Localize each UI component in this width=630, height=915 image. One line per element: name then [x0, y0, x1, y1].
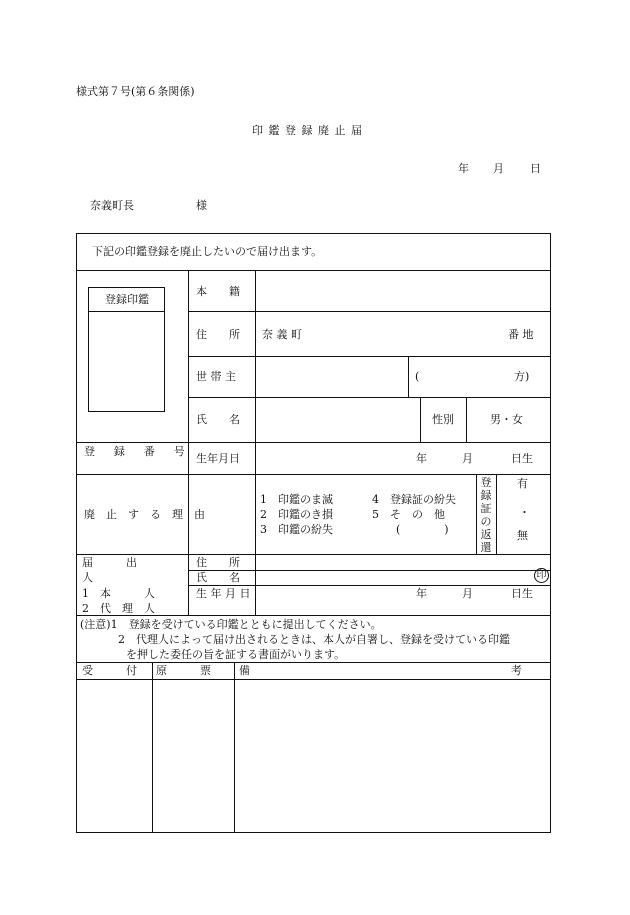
rule	[188, 311, 551, 312]
seal-box-divider	[88, 311, 165, 312]
notifier-option-self: 1 本 人	[82, 587, 155, 600]
address-town: 奈 義 町	[262, 328, 302, 341]
birth-year-label: 年	[416, 452, 427, 465]
document-title: 印 鑑 登 録 廃 止 届	[252, 124, 363, 137]
reason-item: 2 印鑑のき損	[260, 508, 333, 521]
rule	[234, 662, 235, 833]
householder-suffix: 方)	[514, 370, 530, 383]
rule	[188, 270, 189, 615]
notifier-label: 届 出	[82, 556, 137, 569]
note-line: 2 代理人によって届け出されるときは、本人が自署し、登録を受けている印鑑	[118, 633, 510, 646]
rule	[466, 397, 467, 442]
reason-item: 3 印鑑の紛失	[260, 523, 333, 536]
rule	[76, 679, 551, 680]
notifier-birth-label: 生 年 月 日	[196, 587, 251, 600]
rule	[76, 662, 551, 663]
return-yes: 有	[517, 477, 528, 490]
note-line: (注意)1 登録を受けている印鑑とともに提出してください。	[80, 618, 382, 631]
office-original-label: 原 票	[156, 664, 211, 677]
date-year-label: 年	[458, 162, 469, 175]
reg-number-label: 登 録 番 号	[84, 445, 193, 458]
rule	[76, 554, 551, 555]
rule	[255, 270, 256, 554]
reason-item: 5 そ の 他	[372, 508, 445, 521]
office-receipt-label: 受 付	[82, 664, 137, 677]
reason-item: ( )	[396, 523, 449, 536]
rule	[76, 442, 551, 443]
date-month-label: 月	[493, 162, 504, 175]
notifier-name-label: 氏 名	[196, 571, 240, 584]
date-day-label: 日	[530, 162, 541, 175]
gender-options: 男・女	[490, 413, 523, 426]
birth-day-suffix: 日生	[511, 452, 533, 465]
notifier-birth-year: 年	[416, 587, 427, 600]
intro-text: 下記の印鑑登録を廃止したいので届け出ます。	[92, 245, 323, 258]
office-remarks-end: 考	[511, 664, 522, 677]
rule	[188, 570, 551, 571]
birth-label: 生年月日	[196, 452, 240, 465]
householder-label: 世 帯 主	[196, 370, 236, 383]
honseki-label: 本 籍	[196, 285, 240, 298]
rule	[255, 554, 256, 615]
office-remarks-label: 備	[239, 664, 250, 677]
return-dot: ・	[519, 506, 530, 519]
reason-item: 4 登録証の紛失	[372, 493, 456, 506]
rule	[408, 356, 409, 397]
note-line: を押した委任の旨を証する書面がいります。	[126, 648, 346, 661]
rule	[188, 356, 551, 357]
rule	[420, 397, 421, 442]
return-no: 無	[517, 529, 528, 542]
name-label: 氏 名	[196, 413, 240, 426]
address-banchi: 番 地	[508, 328, 534, 341]
notifier-birth-month: 月	[462, 587, 473, 600]
gender-label: 性別	[432, 413, 454, 426]
rule	[188, 397, 551, 398]
notifier-address-label: 住 所	[196, 556, 240, 569]
notifier-option-agent: 2 代 理 人	[82, 602, 155, 615]
seal-circle-mark: 印	[534, 568, 549, 583]
rule	[188, 585, 551, 586]
return-label: 登録証の返還	[480, 476, 492, 554]
rule	[496, 474, 497, 554]
householder-paren: (	[415, 370, 420, 383]
reason-label: 廃 止 す る 理 由	[84, 508, 205, 521]
notifier-birth-suffix: 日生	[511, 587, 533, 600]
rule	[476, 474, 477, 554]
seal-box-label: 登録印鑑	[105, 293, 149, 306]
rule	[76, 615, 551, 616]
rule	[76, 474, 551, 475]
addressee: 奈義町長	[90, 199, 134, 212]
addressee-honorific: 様	[196, 199, 207, 212]
birth-month-label: 月	[462, 452, 473, 465]
address-label: 住 所	[196, 328, 240, 341]
form-number: 様式第７号(第６条関係)	[76, 85, 195, 98]
notifier-label-2: 人	[82, 571, 93, 584]
rule	[76, 270, 551, 271]
rule	[152, 662, 153, 833]
reason-item: 1 印鑑のま滅	[260, 493, 333, 506]
